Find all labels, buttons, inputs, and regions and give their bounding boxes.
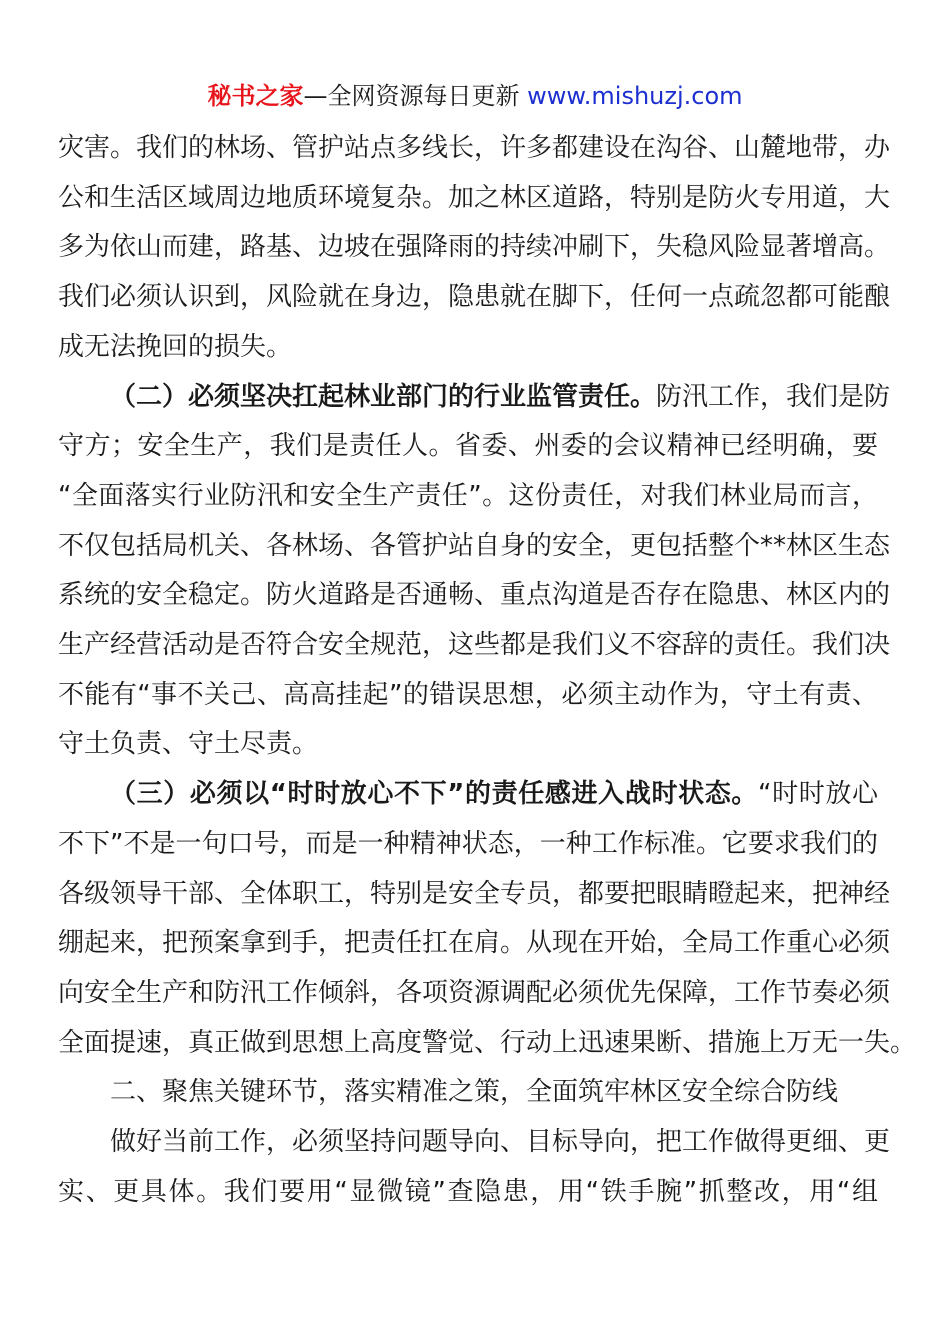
text-line: 向安全生产和防汛工作倾斜，各项资源调配必须优先保障，工作节奏必须 [58,977,891,1008]
text-line: 不能有“事不关己、高高挂起”的错误思想，必须主动作为，守土有责、 [58,679,878,710]
text-run: “时时放心 [757,779,878,810]
text-line: 守方；安全生产，我们是责任人。省委、州委的会议精神已经明确，要 [58,431,878,462]
text-line: 系统的安全稳定。防火道路是否通畅、重点沟道是否存在隐患、林区内的 [58,580,891,611]
brand-name: 秘书之家 [207,82,304,110]
text-line: “全面落实行业防汛和安全生产责任”。这份责任，对我们林业局而言， [58,480,878,511]
text-line: 不仅包括局机关、各林场、各管护站自身的安全，更包括整个**林区生态 [58,530,891,561]
site-header [0,80,950,112]
text-line: 我们必须认识到，风险就在身边，隐患就在脚下，任何一点疏忽都可能酿 [58,282,891,313]
text-line: 实、更具体。我们要用“显微镜”查隐患，用“铁手腕”抓整改，用“组 [58,1176,878,1207]
paragraph-5 [58,1118,891,1217]
paragraph-4 [58,1068,878,1118]
text-line: 做好当前工作，必须坚持问题导向、目标导向，把工作做得更细、更 [110,1127,891,1158]
text-line: 守土负责、守土尽责。 [58,729,319,760]
paragraph-3 [58,770,917,1068]
text-run: 防汛工作，我们是防 [656,381,891,412]
text-line: 生产经营活动是否符合安全规范，这些都是我们义不容辞的责任。我们决 [58,630,891,661]
header-tagline: —全网资源每日更新 [303,82,528,110]
section-heading-2: （二）必须坚决扛起林业部门的行业监管责任。 [110,381,657,412]
chapter-heading: 二、聚焦关键环节，落实精准之策，全面筑牢林区安全综合防线 [110,1077,839,1108]
document-body [58,124,917,1217]
text-line: 灾害。我们的林场、管护站点多线长，许多都建设在沟谷、山麓地带，办 [58,133,891,163]
text-line [58,373,891,423]
text-line: 各级领导干部、全体职工，特别是安全专员，都要把眼睛瞪起来，把神经 [58,878,891,909]
paragraph-2 [58,373,891,771]
paragraph-1 [58,124,891,373]
section-heading-3: （三）必须以“时时放心不下”的责任感进入战时状态。 [110,779,758,810]
text-line: 成无法挽回的损失。 [58,331,293,362]
text-line [58,770,878,820]
text-line: 公和生活区域周边地质环境复杂。加之林区道路，特别是防火专用道，大 [58,182,891,213]
text-line: 全面提速，真正做到思想上高度警觉、行动上迅速果断、措施上万无一失。 [58,1027,917,1058]
text-line: 多为依山而建，路基、边坡在强降雨的持续冲刷下，失稳风险显著增高。 [58,232,891,263]
text-line: 不下”不是一句口号，而是一种精神状态，一种工作标准。它要求我们的 [58,828,878,859]
text-line: 绷起来，把预案拿到手，把责任扛在肩。从现在开始，全局工作重心必须 [58,928,891,959]
site-url[interactable]: www.mishuzj.com [527,82,743,110]
